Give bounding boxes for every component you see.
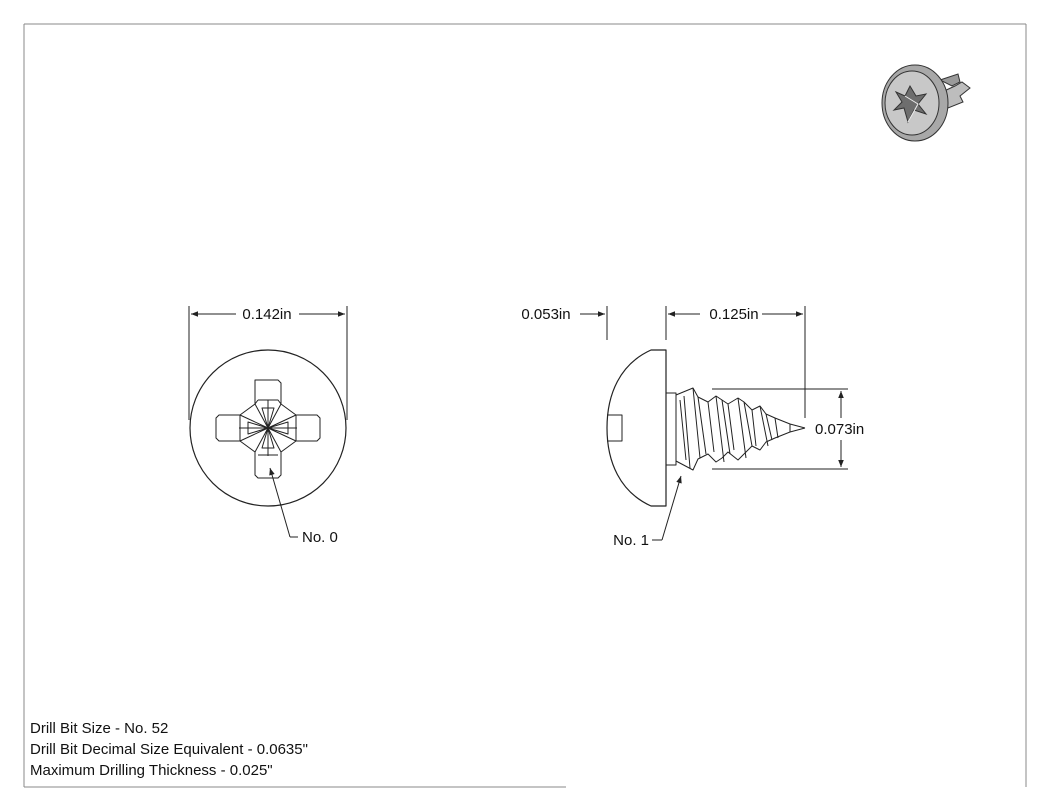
front-diameter-label: 0.142in [242,306,292,323]
front-drive-callout: No. 0 [302,529,338,546]
side-head-height-label: 0.053in [521,306,571,323]
note-drill-bit-size: Drill Bit Size - No. 52 [30,720,169,737]
side-view [580,306,848,540]
sheet-frame [24,24,1026,787]
note-decimal-equivalent: Drill Bit Decimal Size Equivalent - 0.0635" [30,741,308,758]
screw-head-profile [607,350,666,506]
isometric-screw-thumbnail [882,65,970,141]
phillips-recess [216,380,320,478]
note-max-thickness: Maximum Drilling Thickness - 0.025" [30,762,273,779]
side-head-height-dimension [580,306,700,340]
screw-threads [676,388,805,470]
drilling-notes [30,718,308,781]
side-drive-callout: No. 1 [613,532,649,549]
head-slot-notch [607,415,622,441]
side-length-dimension [762,306,805,418]
screw-shank [666,393,676,465]
front-view [189,306,347,546]
side-thread-diameter-label: 0.073in [815,421,865,438]
side-length-label: 0.125in [709,306,759,323]
